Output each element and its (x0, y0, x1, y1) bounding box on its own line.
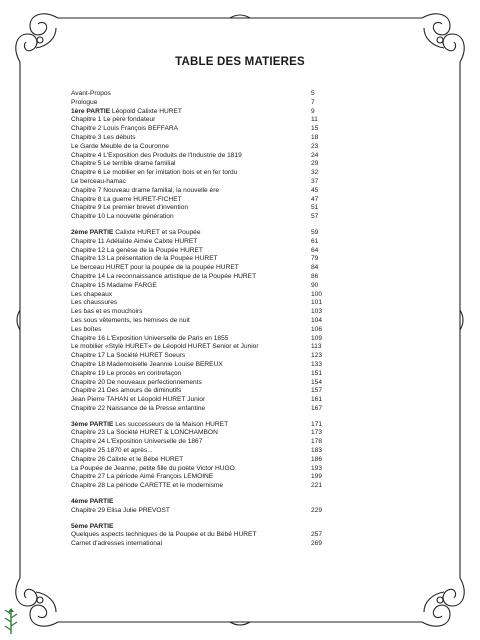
toc-entry (71, 498, 401, 507)
toc-entry (71, 465, 401, 474)
toc-entry-page: 113 (311, 343, 322, 351)
toc-entry-page: 23 (311, 142, 319, 150)
toc-entry-page: 183 (311, 447, 323, 455)
toc-entry-page: 186 (311, 455, 323, 463)
toc-entry-title: Chapitre 27 La période Aimé François LEMOINE (71, 473, 214, 481)
toc-entry-page: 37 (311, 177, 319, 185)
toc-entry-title: Chapitre 5 Le terrible drame familial (71, 160, 176, 168)
toc-entry-title: 2ème PARTIE Calixte HURET et sa Poupée (71, 228, 201, 236)
toc-entry-page: 154 (311, 378, 323, 386)
toc-entry (71, 90, 401, 99)
toc-entry-title: Chapitre 4 L'Exposition des Produits de l'Industrie de 1819 (71, 151, 242, 159)
toc-entry (71, 108, 401, 117)
toc-entry-title: Les chaussures (71, 299, 118, 307)
toc-entry (71, 99, 401, 108)
toc-entry-page: 7 (311, 98, 315, 106)
toc-entry (71, 370, 401, 379)
toc-entry-page: 193 (311, 464, 323, 472)
toc-entry-title: Chapitre 7 Nouveau drame familial, la nouvelle ère (71, 186, 220, 194)
toc-entry-title: Chapitre 29 Elisa Julie PREVOST (71, 506, 170, 514)
toc-entry-title: 5ème PARTIE (71, 522, 114, 530)
toc-entry-page: 11 (311, 116, 318, 124)
toc-entry-title: Chapitre 14 La reconnaissance artistique de la Poupée HURET (71, 272, 257, 280)
toc-entry-title: Les bas et es mouchoirs (71, 308, 143, 316)
toc-entry-page: 167 (311, 404, 323, 412)
toc-entry (71, 204, 401, 213)
toc-entry-page: 103 (311, 308, 323, 316)
toc-entry (71, 482, 401, 491)
toc-entry-title: Chapitre 26 Calixte et le Bébé HURET (71, 455, 184, 463)
toc-entry-title: Le berceau-hamac (71, 177, 126, 185)
toc-entry (71, 326, 401, 335)
toc-entry (71, 308, 401, 317)
toc-entry (71, 299, 401, 308)
toc-entry-page: 157 (311, 387, 323, 395)
toc-entry-title: Le mobilier «Style HURET» de Léopold HURET Senior et Junior (71, 343, 259, 351)
toc-entry-title: Chapitre 1 Le père fondateur (71, 116, 156, 124)
toc-entry-title: Chapitre 20 De nouveaux perfectionnements (71, 378, 202, 386)
toc-entry (71, 361, 401, 370)
toc-entry-page: 178 (311, 438, 323, 446)
toc-entry-title: Chapitre 11 Adélaïde Aimée Calxte HURET (71, 237, 198, 245)
toc-entry (71, 178, 401, 187)
toc-entry-title: 1ère PARTIE Léopold Calixte HURET (71, 107, 182, 115)
toc-entry-title: Le Garde Meuble de la Couronne (71, 142, 169, 150)
toc-entry (71, 523, 401, 532)
toc-entry-title: Le berceau HURET pour la poupée de la poupée HURET (71, 264, 239, 272)
toc-entry-page: 257 (311, 531, 323, 539)
toc-entry (71, 531, 401, 540)
toc-entry-page: 64 (311, 246, 319, 254)
toc-entry (71, 196, 401, 205)
toc-entry-title: Chapitre 24 L'Exposition Universelle de 1867 (71, 438, 203, 446)
toc-entry-page: 32 (311, 169, 319, 177)
toc-entry-page: 173 (311, 429, 323, 437)
toc-entry-page: 269 (311, 540, 323, 548)
toc-entry-title: Chapitre 10 La nouvelle génération (71, 213, 174, 221)
toc-entry-title: Chapitre 13 La présentation de la Poupée HURET (71, 255, 218, 263)
toc-entry (71, 116, 401, 125)
toc-entry-title: Chapitre 6 Le mobilier en fer imitation bois et en fer tordu (71, 169, 238, 177)
toc-entry-page: 171 (311, 420, 323, 428)
toc-entry-page: 15 (311, 125, 319, 133)
toc-entry-title: Chapitre 23 La Société HURET & LONCHAMBON (71, 429, 218, 437)
toc-entry (71, 125, 401, 134)
toc-entry-page: 47 (311, 195, 319, 203)
toc-entry-page: 109 (311, 334, 323, 342)
toc-entry (71, 187, 401, 196)
toc-entry-page: 229 (311, 506, 323, 514)
toc-entry (71, 507, 401, 516)
toc-entry-page: 51 (311, 204, 319, 212)
toc-entry (71, 160, 401, 169)
toc-entry-page: 29 (311, 160, 319, 168)
toc-entry-title: Chapitre 3 Les débuts (71, 133, 136, 141)
toc-entry (71, 438, 401, 447)
toc-entry (71, 143, 401, 152)
toc-entry-page: 61 (311, 237, 319, 245)
toc-entry-title: La Poupée de Jeanne, petite fille du poète Victor HUGO (71, 464, 235, 472)
toc-entry-title: Les sous vêtements, les hemises de nuit (71, 316, 190, 324)
toc-entry (71, 255, 401, 264)
toc-entry-title: 3ème PARTIE Les successeurs de la Maison HURET (71, 420, 229, 428)
toc-entry-title: Chapitre 28 La période CARETTE et le modernisme (71, 482, 224, 490)
toc-entry (71, 335, 401, 344)
toc-entry-title: Chapitre 17 La Société HURET Soeurs (71, 352, 186, 360)
toc-entry-title: Chapitre 12 La genèse de la Poupée HURET (71, 246, 203, 254)
toc-entry (71, 421, 401, 430)
page-title: TABLE DES MATIERES (175, 56, 305, 68)
section-gap (71, 516, 401, 523)
toc-entry-page: 5 (311, 90, 315, 97)
toc-entry-page: 104 (311, 316, 323, 324)
toc-entry (71, 213, 401, 222)
toc-entry-page: 151 (311, 369, 323, 377)
toc-entry (71, 229, 401, 238)
toc-entry-page: 79 (311, 255, 319, 263)
toc-entry (71, 387, 401, 396)
toc-entry-page: 123 (311, 352, 323, 360)
toc-entry (71, 379, 401, 388)
toc-entry-title: Jean Pierre TAHAN et Léopold HURET Junior (71, 396, 206, 404)
toc-entry (71, 134, 401, 143)
toc-entry (71, 343, 401, 352)
toc-entry (71, 264, 401, 273)
section-gap (71, 414, 401, 421)
toc-entry-title: Chapitre 9 Le premier brevet d'invention (71, 204, 189, 212)
toc-entry (71, 540, 401, 549)
toc-entry-title: Chapitre 8 La guerre HURET-FICHET (71, 195, 182, 203)
plant-mark-icon (2, 604, 20, 634)
section-gap (71, 491, 401, 498)
toc-entry (71, 352, 401, 361)
toc-entry-page: 59 (311, 228, 319, 236)
toc-entry-title: Chapitre 15 Madame FARGE (71, 281, 157, 289)
toc-entry-page: 84 (311, 264, 319, 272)
toc-entry (71, 169, 401, 178)
toc-entry-title: Les boîtes (71, 325, 102, 333)
toc-entry (71, 273, 401, 282)
toc-entry-title: Les chapeaux (71, 290, 113, 298)
toc-entry-title: Avant-Propos (71, 90, 111, 97)
toc-entry-page: 90 (311, 281, 319, 289)
toc-entry-title: Chapitre 22 Naissance de la Presse enfantine (71, 404, 206, 412)
toc-entry (71, 473, 401, 482)
toc-entry-title: 4ème PARTIE (71, 498, 114, 506)
toc-entry (71, 429, 401, 438)
toc-entry-title: Prologue (71, 98, 98, 106)
toc-entry-title: Chapitre 18 Mademoiselle Jeannie Louise BEREUX (71, 360, 223, 368)
toc-entry (71, 447, 401, 456)
toc-entry-page: 221 (311, 482, 323, 490)
toc-entry (71, 291, 401, 300)
toc-entry (71, 317, 401, 326)
toc-entry-page: 86 (311, 272, 319, 280)
toc-entry-title: Chapitre 19 Le procès en contrefaçon (71, 369, 182, 377)
toc-entry-page: 57 (311, 213, 319, 221)
toc-entry-title: Carnet d'adresses international (71, 540, 163, 548)
toc-entry (71, 282, 401, 291)
toc-entry-page: 18 (311, 133, 319, 141)
toc-entry-title: Quelques aspects techniques de la Poupée et du Bébé HURET (71, 531, 257, 539)
toc-entry-page: 106 (311, 325, 323, 333)
toc-entry-page: 161 (311, 396, 323, 404)
toc-entry-title: Chapitre 16 L'Exposition Universelle de Paris en 1855 (71, 334, 229, 342)
toc-entry-page: 100 (311, 290, 323, 298)
toc-entry-page: 24 (311, 151, 319, 159)
toc-entry-title: Chapitre 2 Louis François BEFFARA (71, 125, 179, 133)
toc-entry (71, 456, 401, 465)
toc-entry (71, 238, 401, 247)
toc-entry (71, 152, 401, 161)
toc-entry-page: 9 (311, 107, 315, 115)
section-gap (71, 222, 401, 229)
toc-entry-page: 199 (311, 473, 323, 481)
toc-entry (71, 405, 401, 414)
toc-entry (71, 247, 401, 256)
toc-entry-page: 101 (311, 299, 323, 307)
toc-entry (71, 396, 401, 405)
table-of-contents (71, 90, 401, 549)
toc-entry-page: 45 (311, 186, 319, 194)
toc-entry-title: Chapitre 21 Des amours de diminutifs (71, 387, 182, 395)
toc-entry-page: 133 (311, 360, 323, 368)
toc-entry-title: Chapitre 25 1870 et après... (71, 447, 153, 455)
